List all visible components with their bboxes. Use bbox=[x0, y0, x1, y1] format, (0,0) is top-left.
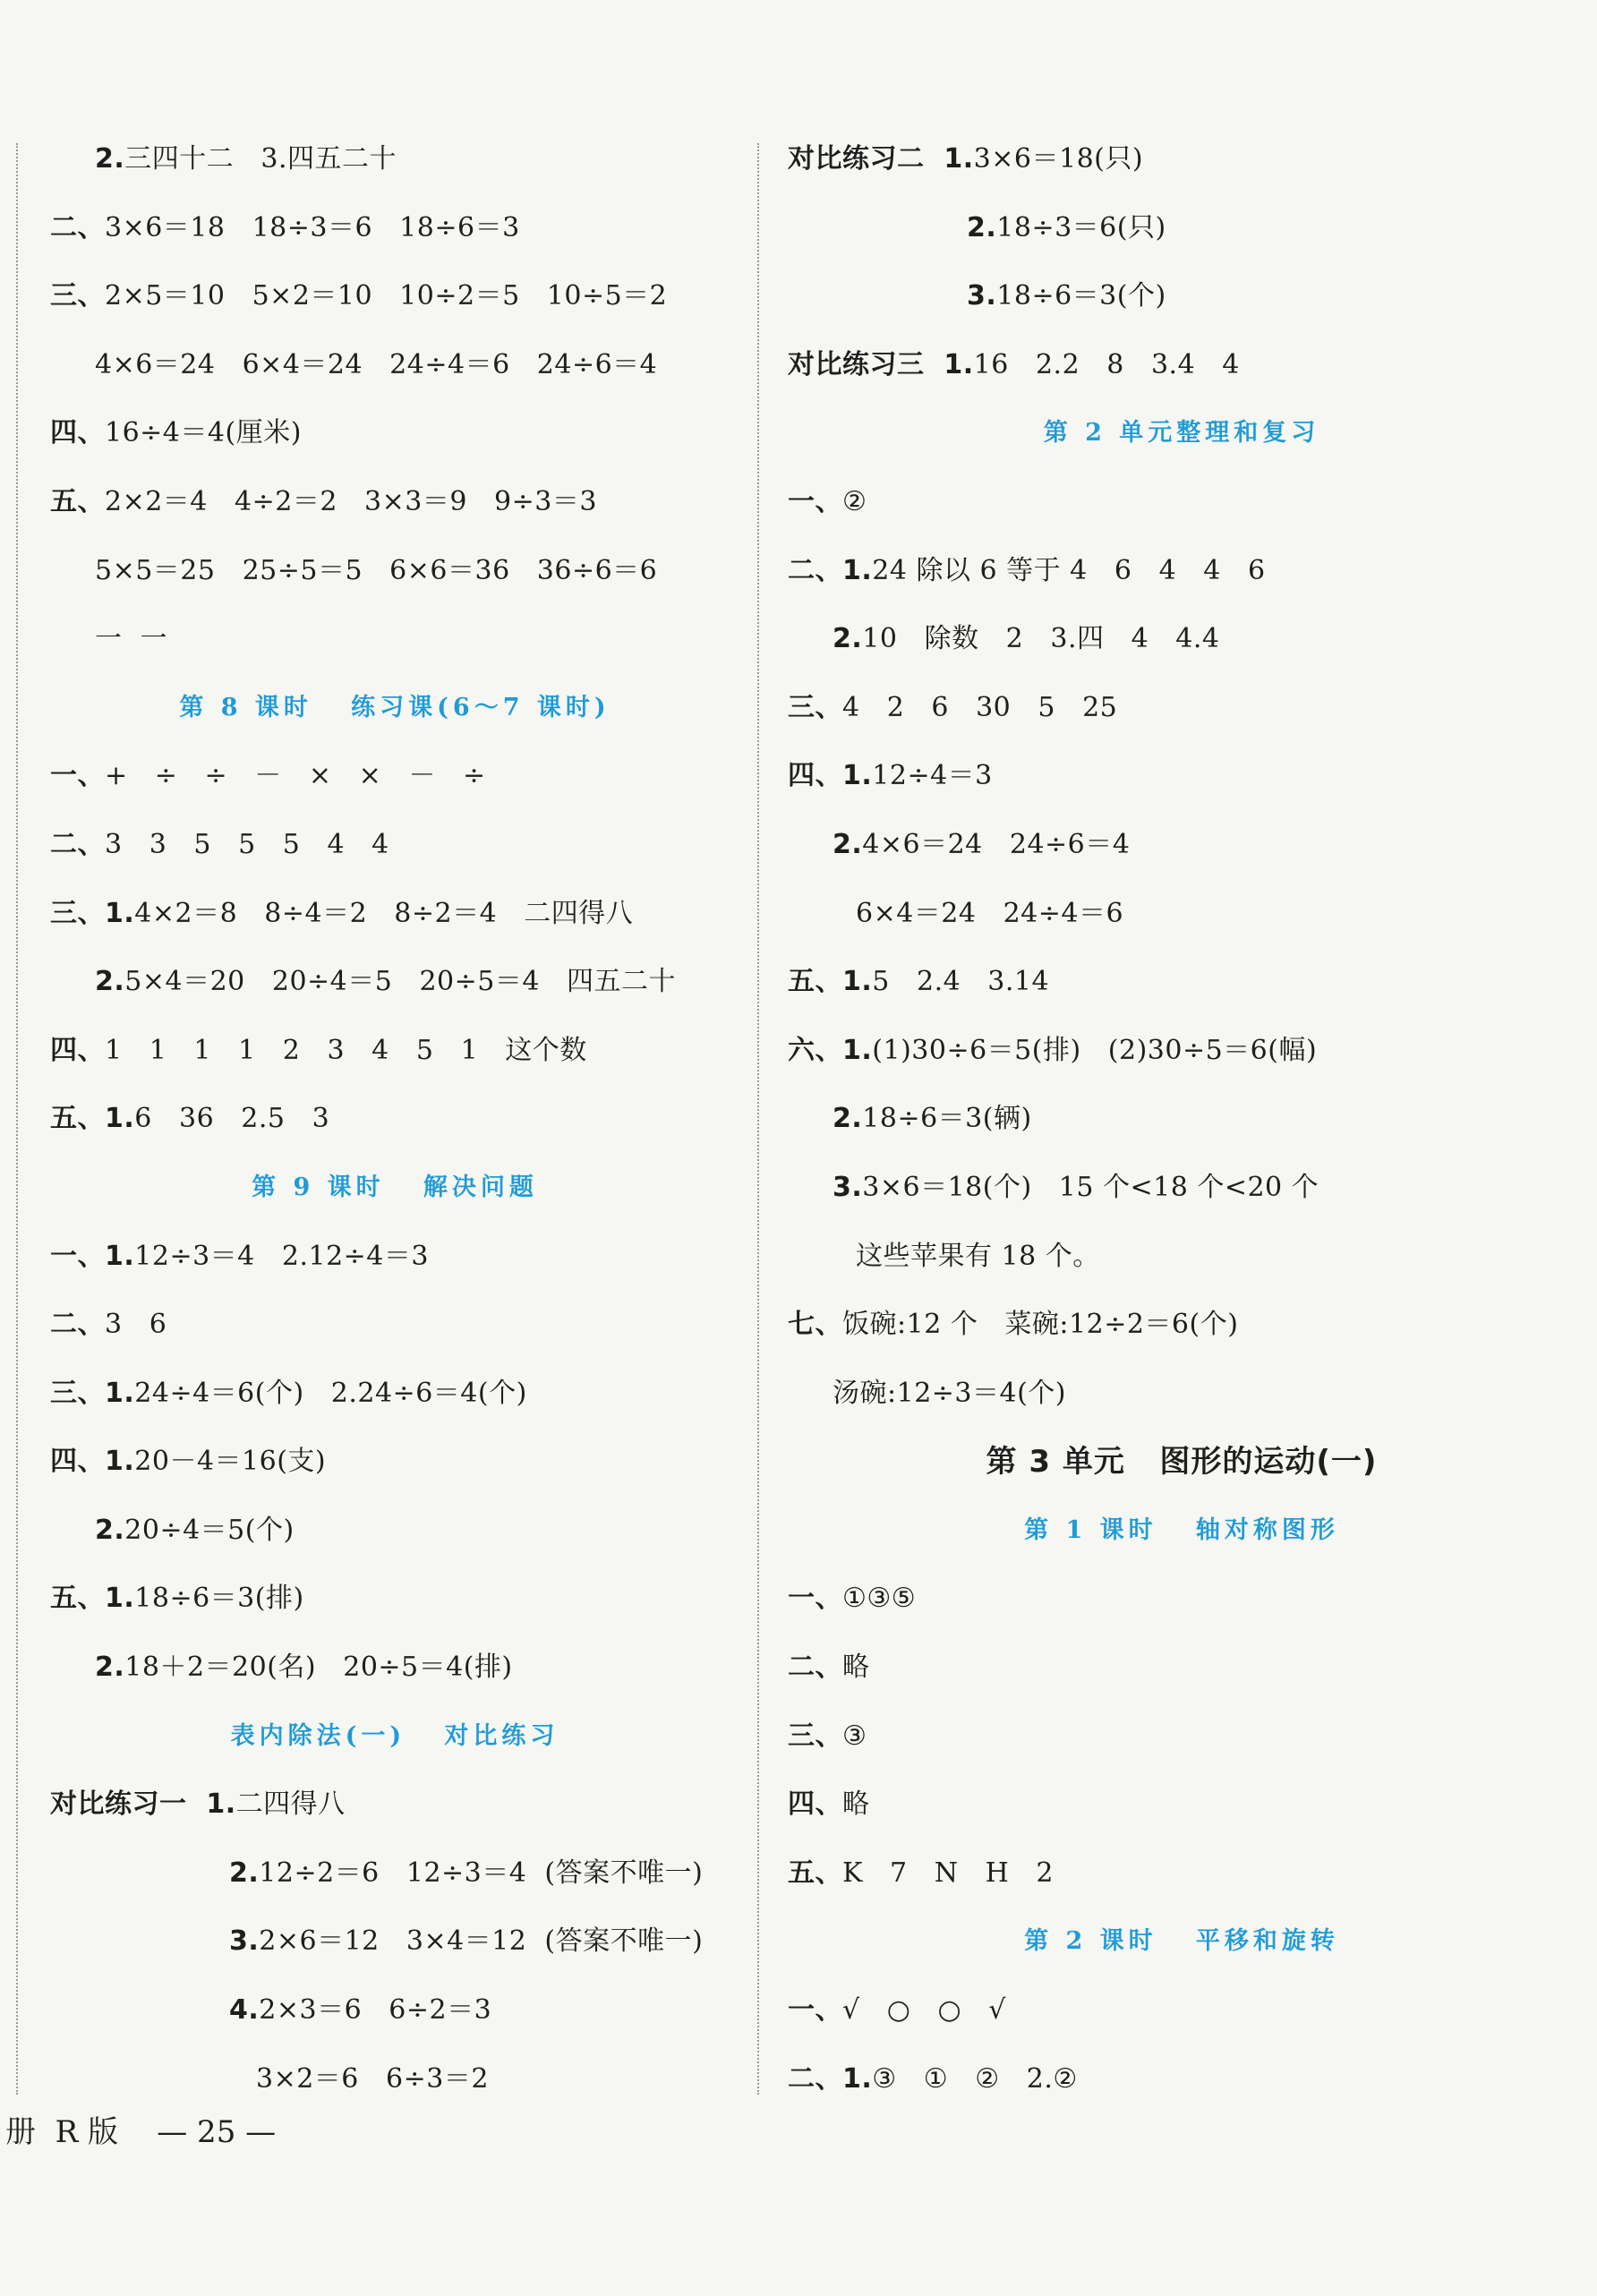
answer-line bbox=[50, 2045, 739, 2114]
question-number: 一、 bbox=[788, 485, 842, 517]
section-heading: 第 1 课时 轴对称图形 bbox=[1024, 1515, 1339, 1544]
sub-number: 1. bbox=[105, 1103, 135, 1135]
answer-text: 略 bbox=[842, 1788, 870, 1821]
answer-line bbox=[50, 537, 739, 606]
question-number: 四、 bbox=[50, 1034, 105, 1066]
question-number: 三、 bbox=[788, 691, 842, 723]
answer-text: 一 一 bbox=[95, 623, 168, 655]
answer-line bbox=[50, 1428, 739, 1497]
answer-text: 3 3 5 5 5 4 4 bbox=[105, 828, 389, 860]
answer-text: ③ ① ② 2.② bbox=[872, 2062, 1078, 2095]
answer-text: 3 6 bbox=[105, 1309, 167, 1341]
answer-line bbox=[50, 1839, 739, 1908]
answer-text: ② bbox=[842, 485, 867, 517]
question-number: 三、 bbox=[50, 897, 105, 929]
answer-line bbox=[788, 1565, 1576, 1634]
question-number: 二、 bbox=[788, 554, 842, 586]
question-number: 四、 bbox=[50, 417, 105, 449]
answer-text: 三四十二 3.四五二十 bbox=[124, 143, 397, 175]
answer-text: 二四得八 bbox=[235, 1788, 346, 1821]
sub-number: 2. bbox=[95, 1514, 125, 1546]
question-number: 三、 bbox=[50, 280, 105, 312]
question-number: 六、 bbox=[788, 1034, 842, 1066]
sub-number: 2. bbox=[95, 1652, 125, 1684]
answer-line bbox=[50, 1976, 739, 2045]
answer-text: 3×2＝6 6÷3＝2 bbox=[256, 2062, 489, 2095]
answer-line bbox=[50, 880, 739, 949]
answer-text: 略 bbox=[842, 1652, 870, 1684]
question-number: 一、 bbox=[50, 760, 105, 792]
answer-text: 18＋2＝20(名) 20÷5＝4(排) bbox=[124, 1652, 513, 1684]
section-heading: 第 8 课时 练习课(6～7 课时) bbox=[179, 693, 611, 721]
sub-number: 1. bbox=[842, 1034, 873, 1066]
answer-text: 16÷4＝4(厘米) bbox=[105, 417, 302, 449]
answer-text: 6×4＝24 24÷4＝6 bbox=[856, 897, 1124, 929]
answer-text: 12÷3＝4 2.12÷4＝3 bbox=[134, 1240, 429, 1272]
answer-line bbox=[788, 674, 1576, 743]
answer-line bbox=[788, 125, 1576, 194]
answer-text: 2×5＝10 5×2＝10 10÷2＝5 10÷5＝2 bbox=[105, 280, 668, 312]
question-number: 对比练习二 bbox=[788, 143, 925, 175]
answer-line bbox=[50, 1634, 739, 1703]
question-number: 三、 bbox=[788, 1720, 842, 1752]
question-number: 一、 bbox=[788, 1994, 842, 2027]
answer-text: 18÷6＝3(个) bbox=[996, 280, 1166, 312]
sub-number: 1. bbox=[105, 897, 135, 929]
sub-number: 4. bbox=[229, 1994, 260, 2027]
sub-number: 1. bbox=[105, 1377, 135, 1409]
answer-text: 5×5＝25 25÷5＝5 6×6＝36 36÷6＝6 bbox=[95, 554, 658, 586]
sub-number: 1. bbox=[924, 143, 974, 175]
unit-heading: 第 3 单元 图形的运动(一) bbox=[986, 1444, 1378, 1481]
answer-line bbox=[50, 1565, 739, 1634]
answer-text: 12÷4＝3 bbox=[872, 760, 993, 792]
sub-number: 1. bbox=[842, 2062, 873, 2095]
answer-line bbox=[50, 811, 739, 880]
answer-text: 2×6＝12 3×4＝12 (答案不唯一) bbox=[259, 1925, 704, 1958]
sub-number: 1. bbox=[842, 966, 873, 998]
answer-line bbox=[50, 742, 739, 811]
section-heading: 第 2 课时 平移和旋转 bbox=[1024, 1927, 1339, 1956]
question-number: 对比练习一 bbox=[50, 1788, 187, 1821]
question-number: 二、 bbox=[50, 1309, 105, 1341]
question-number: 二、 bbox=[788, 1652, 842, 1684]
question-number: 四、 bbox=[788, 1788, 842, 1821]
right-column bbox=[788, 125, 1576, 2113]
answer-text: ③ bbox=[842, 1720, 867, 1752]
question-number: 二、 bbox=[50, 211, 105, 243]
answer-line bbox=[788, 742, 1576, 811]
answer-line bbox=[788, 1291, 1576, 1360]
answer-text: 4×6＝24 24÷6＝4 bbox=[862, 828, 1131, 860]
answer-line bbox=[50, 1085, 739, 1154]
question-number: 一、 bbox=[50, 1240, 105, 1272]
answer-line bbox=[788, 1634, 1576, 1703]
column-divider bbox=[757, 143, 759, 2095]
sub-number: 3. bbox=[833, 1171, 863, 1203]
answer-text: 5 2.4 3.14 bbox=[872, 966, 1050, 998]
answer-text: 饭碗:12 个 菜碗:12÷2＝6(个) bbox=[842, 1309, 1239, 1341]
answer-line bbox=[50, 1497, 739, 1566]
answer-line bbox=[788, 1360, 1576, 1429]
answer-text: 16 2.2 8 3.4 4 bbox=[973, 348, 1240, 380]
answer-line bbox=[50, 399, 739, 468]
answer-line bbox=[50, 1017, 739, 1086]
answer-text: 3×6＝18(个) 15 个<18 个<20 个 bbox=[862, 1171, 1319, 1203]
answer-text: 1 1 1 1 2 3 4 5 1 这个数 bbox=[105, 1034, 587, 1066]
answer-line bbox=[50, 468, 739, 537]
answer-text: + ÷ ÷ － × × － ÷ bbox=[105, 760, 486, 792]
question-number: 四、 bbox=[788, 760, 842, 792]
answer-line bbox=[788, 880, 1576, 949]
question-number: 五、 bbox=[50, 485, 105, 517]
answer-text: 5×4＝20 20÷4＝5 20÷5＝4 四五二十 bbox=[124, 966, 677, 998]
answer-line bbox=[50, 1223, 739, 1292]
sub-number: 2. bbox=[833, 828, 863, 860]
answer-text: 24 除以 6 等于 4 6 4 4 6 bbox=[872, 554, 1266, 586]
answer-line bbox=[788, 1839, 1576, 1908]
answer-text: 4×2＝8 8÷4＝2 8÷2＝4 二四得八 bbox=[134, 897, 634, 929]
sub-number: 1. bbox=[924, 348, 974, 380]
answer-line bbox=[788, 605, 1576, 674]
answer-text: 3×6＝18 18÷3＝6 18÷6＝3 bbox=[105, 211, 520, 243]
sub-number: 3. bbox=[229, 1925, 260, 1958]
answer-text: ①③⑤ bbox=[842, 1583, 917, 1615]
question-number: 五、 bbox=[788, 966, 842, 998]
answer-line bbox=[788, 262, 1576, 331]
answer-line bbox=[788, 331, 1576, 400]
question-number: 七、 bbox=[788, 1309, 842, 1341]
section-heading: 第 2 单元整理和复习 bbox=[1043, 419, 1320, 448]
answer-line bbox=[788, 1976, 1576, 2045]
answer-text: 这些苹果有 18 个。 bbox=[856, 1240, 1100, 1272]
answer-line bbox=[788, 948, 1576, 1017]
sub-number: 2. bbox=[833, 1103, 863, 1135]
answer-text: 20÷4＝5(个) bbox=[124, 1514, 295, 1546]
sub-number: 1. bbox=[105, 1446, 135, 1478]
question-number: 一、 bbox=[788, 1583, 842, 1615]
answer-line bbox=[50, 331, 739, 400]
answer-text: 汤碗:12÷3＝4(个) bbox=[833, 1377, 1066, 1409]
sub-number: 2. bbox=[95, 966, 125, 998]
answer-line bbox=[50, 1908, 739, 1976]
answer-line bbox=[50, 948, 739, 1017]
answer-line bbox=[50, 125, 739, 194]
sub-number: 2. bbox=[967, 211, 997, 243]
answer-text: √ ○ ○ √ bbox=[842, 1994, 1006, 2027]
answer-line bbox=[788, 468, 1576, 537]
section-heading: 表内除法(一) 对比练习 bbox=[230, 1721, 559, 1750]
question-number: 五、 bbox=[50, 1103, 105, 1135]
answer-line bbox=[50, 194, 739, 263]
answer-line bbox=[788, 811, 1576, 880]
sub-number: 1. bbox=[842, 760, 873, 792]
question-number: 二、 bbox=[50, 828, 105, 860]
question-number: 三、 bbox=[50, 1377, 105, 1409]
answer-text: 24÷4＝6(个) 2.24÷6＝4(个) bbox=[134, 1377, 527, 1409]
question-number: 五、 bbox=[788, 1856, 842, 1889]
answer-line bbox=[788, 1017, 1576, 1086]
question-number: 二、 bbox=[788, 2062, 842, 2095]
sub-number: 1. bbox=[186, 1788, 236, 1821]
answer-line bbox=[50, 1291, 739, 1360]
answer-line bbox=[788, 1085, 1576, 1154]
answer-text: 3×6＝18(只) bbox=[973, 143, 1144, 175]
answer-text: 2×2＝4 4÷2＝2 3×3＝9 9÷3＝3 bbox=[105, 485, 597, 517]
sub-number: 1. bbox=[105, 1583, 135, 1615]
answer-line bbox=[788, 1703, 1576, 1771]
sub-number: 2. bbox=[95, 143, 125, 175]
sub-number: 2. bbox=[229, 1856, 260, 1889]
answer-line bbox=[788, 194, 1576, 263]
answer-line bbox=[50, 262, 739, 331]
answer-text: 10 除数 2 3.四 4 4.4 bbox=[862, 623, 1220, 655]
answer-line bbox=[788, 1771, 1576, 1839]
page-footer: 册 R 版 — 25 — bbox=[5, 2114, 277, 2150]
answer-line bbox=[788, 1223, 1576, 1292]
answer-line bbox=[50, 1771, 739, 1839]
answer-line bbox=[788, 1154, 1576, 1223]
answer-text: 4 2 6 30 5 25 bbox=[842, 691, 1118, 723]
answer-text: 4×6＝24 6×4＝24 24÷4＝6 24÷6＝4 bbox=[95, 348, 658, 380]
answer-line bbox=[788, 2045, 1576, 2114]
answer-text: (1)30÷6＝5(排) (2)30÷5＝6(幅) bbox=[872, 1034, 1318, 1066]
answer-line bbox=[50, 605, 739, 674]
sub-number: 3. bbox=[967, 280, 997, 312]
answer-text: 18÷6＝3(排) bbox=[134, 1583, 304, 1615]
answer-text: 20－4＝16(支) bbox=[134, 1446, 327, 1478]
answer-line bbox=[788, 537, 1576, 606]
answer-text: 18÷6＝3(辆) bbox=[862, 1103, 1032, 1135]
left-column bbox=[50, 125, 739, 2113]
question-number: 四、 bbox=[50, 1446, 105, 1478]
left-margin-rule bbox=[16, 143, 18, 2095]
answer-text: 2×3＝6 6÷2＝3 bbox=[259, 1994, 492, 2027]
answer-text: 12÷2＝6 12÷3＝4 (答案不唯一) bbox=[259, 1856, 704, 1889]
answer-text: K 7 N H 2 bbox=[842, 1856, 1054, 1889]
answer-line bbox=[50, 1360, 739, 1429]
answer-text: 6 36 2.5 3 bbox=[134, 1103, 330, 1135]
sub-number: 2. bbox=[833, 623, 863, 655]
answer-text: 18÷3＝6(只) bbox=[996, 211, 1166, 243]
sub-number: 1. bbox=[105, 1240, 135, 1272]
question-number: 五、 bbox=[50, 1583, 105, 1615]
section-heading: 第 9 课时 解决问题 bbox=[252, 1173, 538, 1201]
sub-number: 1. bbox=[842, 554, 873, 586]
question-number: 对比练习三 bbox=[788, 348, 925, 380]
